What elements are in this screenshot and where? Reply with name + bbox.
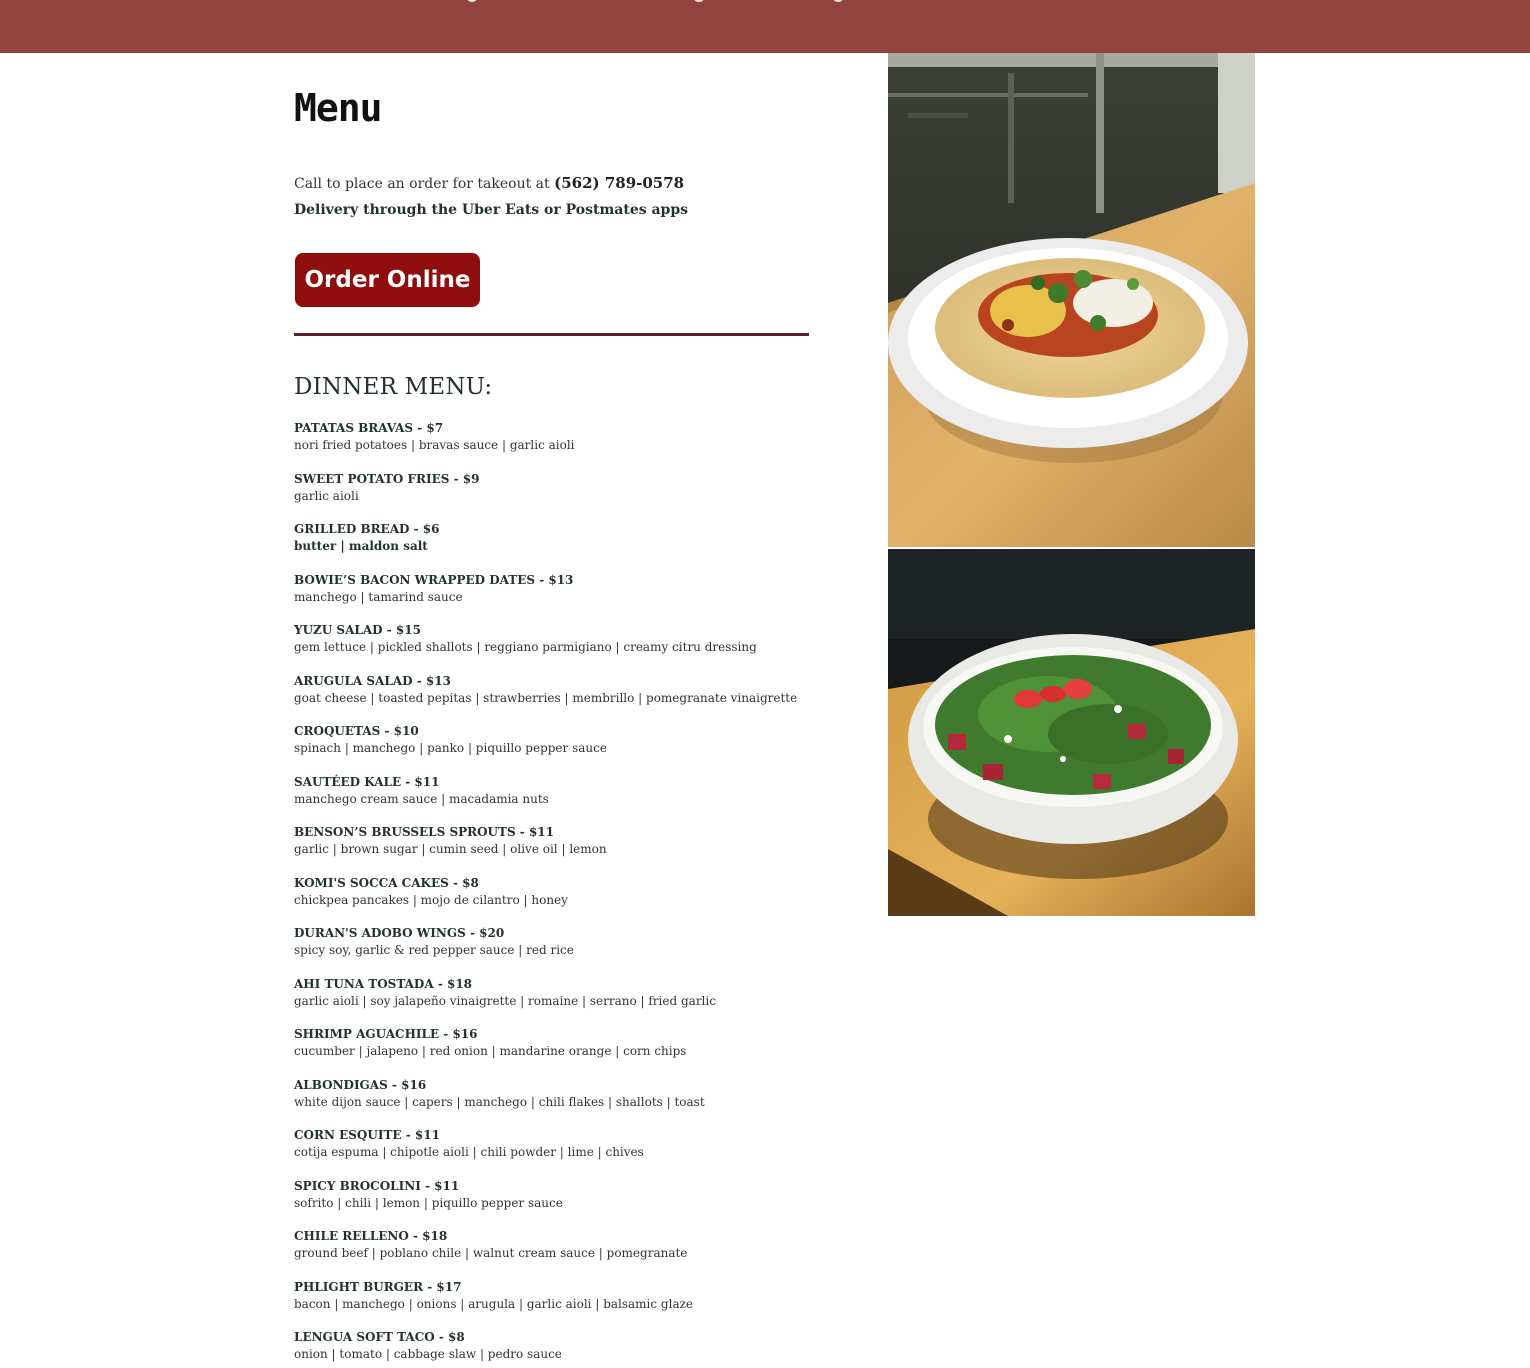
menu-item — [294, 673, 874, 724]
section-divider — [294, 333, 809, 336]
menu-item-description: ground beef | poblano chile | walnut cream sauce | pomegranate — [294, 1246, 688, 1260]
menu-item-description: chickpea pancakes | mojo de cilantro | honey — [294, 892, 568, 907]
menu-item-description: manchego cream sauce | macadamia nuts — [294, 791, 549, 806]
menu-item-name: CORN ESQUITE - $11 — [294, 1128, 440, 1142]
menu-item-name: SWEET POTATO FRIES - $9 — [294, 471, 480, 486]
header-bar — [0, 0, 1530, 53]
menu-item-name: BENSON’S BRUSSELS SPROUTS - $11 — [294, 825, 555, 839]
menu-item-description: garlic aioli — [294, 488, 359, 503]
menu-item — [294, 471, 874, 522]
menu-item-name: ALBONDIGAS - $16 — [294, 1077, 427, 1092]
menu-item — [294, 723, 874, 774]
menu-item — [294, 1329, 874, 1368]
menu-item-name: SHRIMP AGUACHILE - $16 — [294, 1027, 478, 1041]
menu-item-name: CROQUETAS - $10 — [294, 724, 419, 738]
takeout-call-text — [294, 174, 684, 192]
menu-item-name: BOWIE’S BACON WRAPPED DATES - $13 — [294, 572, 574, 587]
menu-item-name: ARUGULA SALAD - $13 — [294, 673, 451, 688]
menu-item-name: LENGUA SOFT TACO - $8 — [294, 1330, 465, 1344]
menu-item — [294, 875, 874, 926]
menu-item-description: garlic aioli | soy jalapeño vinaigrette | romaine | serrano | fried garlic — [294, 993, 716, 1008]
menu-item-description: spicy soy, garlic & red pepper sauce | red rice — [294, 943, 574, 957]
order-online-button[interactable]: Order Online — [295, 253, 480, 307]
menu-item — [294, 1228, 874, 1279]
menu-item — [294, 976, 874, 1027]
call-label: Call to place an order for takeout at — [294, 176, 550, 192]
menu-item — [294, 1279, 874, 1330]
menu-item — [294, 572, 874, 623]
menu-item — [294, 420, 874, 471]
menu-item-name: KOMI'S SOCCA CAKES - $8 — [294, 875, 479, 890]
menu-item-name: SAUTÉED KALE - $11 — [294, 774, 440, 789]
menu-item-description: nori fried potatoes | bravas sauce | garlic aioli — [294, 438, 575, 452]
menu-item-description: bacon | manchego | onions | arugula | garlic aioli | balsamic glaze — [294, 1296, 694, 1311]
nav-menu-cropped — [460, 0, 860, 4]
delivery-info: Delivery through the Uber Eats or Postmates apps — [294, 202, 689, 218]
menu-item-description: manchego | tamarind sauce — [294, 589, 463, 604]
menu-item-name: DURAN'S ADOBO WINGS - $20 — [294, 926, 505, 940]
menu-item-description: goat cheese | toasted pepitas | strawberries | membrillo | pomegranate vinaigrette — [294, 690, 798, 705]
menu-item — [294, 1127, 874, 1178]
phone-number-link[interactable]: (562) 789-0578 — [554, 174, 685, 192]
salad-photo — [888, 549, 1255, 916]
menu-item-description: garlic | brown sugar | cumin seed | olive oil | lemon — [294, 842, 607, 856]
dinner-menu-list — [294, 420, 874, 1368]
menu-item-description: gem lettuce | pickled shallots | reggiano parmigiano | creamy citru dressing — [294, 640, 757, 654]
menu-item-name: YUZU SALAD - $15 — [294, 623, 421, 637]
menu-item-name: GRILLED BREAD - $6 — [294, 522, 440, 536]
menu-item — [294, 521, 874, 572]
menu-item — [294, 774, 874, 825]
menu-item-name: PATATAS BRAVAS - $7 — [294, 421, 444, 435]
menu-item-description: white dijon sauce | capers | manchego | chili flakes | shallots | toast — [294, 1094, 705, 1109]
menu-item-name: PHLIGHT BURGER - $17 — [294, 1279, 462, 1294]
page-title: Menu — [294, 86, 382, 130]
menu-item — [294, 1026, 874, 1077]
menu-item-description: onion | tomato | cabbage slaw | pedro sauce — [294, 1347, 562, 1361]
menu-item — [294, 925, 874, 976]
menu-item — [294, 824, 874, 875]
menu-item-description: spinach | manchego | panko | piquillo pepper sauce — [294, 741, 607, 755]
menu-item-description: sofrito | chili | lemon | piquillo pepper sauce — [294, 1195, 563, 1210]
dinner-menu-heading: DINNER MENU: — [294, 374, 493, 400]
menu-item-name: SPICY BROCOLINI - $11 — [294, 1178, 460, 1193]
menu-item-description: cucumber | jalapeno | red onion | mandarine orange | corn chips — [294, 1044, 687, 1058]
menu-item-name: CHILE RELLENO - $18 — [294, 1229, 448, 1243]
menu-item — [294, 1077, 874, 1128]
menu-item — [294, 1178, 874, 1229]
taco-photo — [888, 53, 1255, 547]
menu-item — [294, 622, 874, 673]
menu-item-description: butter | maldon salt — [294, 539, 428, 553]
menu-item-description: cotija espuma | chipotle aioli | chili powder | lime | chives — [294, 1145, 644, 1159]
menu-item-name: AHI TUNA TOSTADA - $18 — [294, 976, 473, 991]
